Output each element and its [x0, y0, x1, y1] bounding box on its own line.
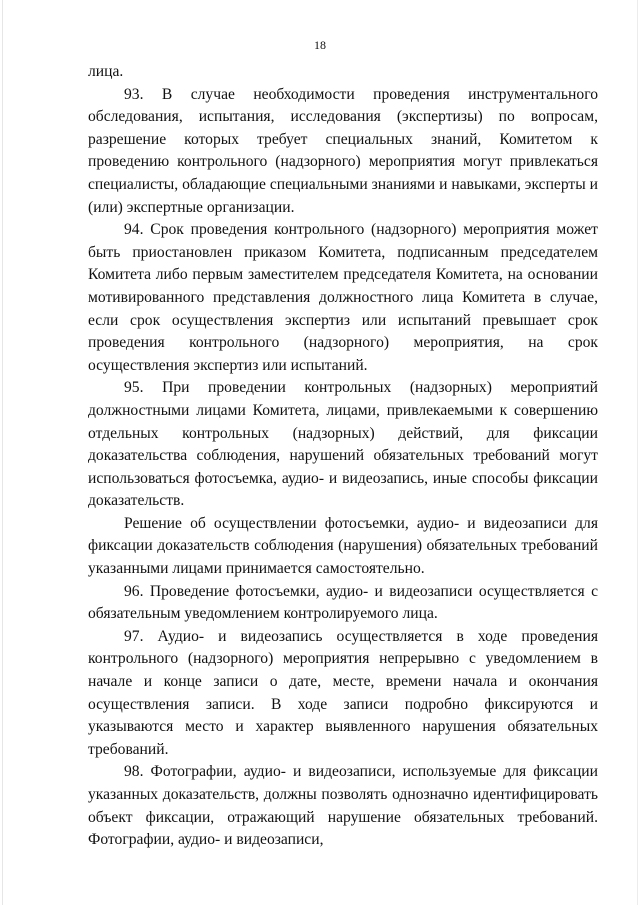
page-number: 18	[314, 38, 326, 52]
paragraph-97: 97. Аудио- и видеозапись осуществляется в ходе проведения контрольного (надзорного) мероприятия непрерывно с уведомлением в начале и конце записи о дате, месте, времени начала и окончания осуществления записи. В ходе записи подробно фиксируются и указываются место и характер выявленного нарушения обязательных требований.	[88, 627, 598, 758]
paragraph-94: 94. Срок проведения контрольного (надзорного) мероприятия может быть приостановлен приказом Комитета, подписанным председателем Комитета либо первым заместителем председателя Комитета, на основании мотивированного представления должностного лица Комитета в случае, если срок осуществления экспертиз или испытаний превышает срок проведения контрольного (надзорного) мероприятия, на срок осуществления экспертиз или испытаний.	[88, 221, 598, 374]
scan-edge-left	[2, 0, 3, 905]
paragraph-96: 96. Проведение фотосъемки, аудио- и видеозаписи осуществляется с обязательным уведомлением контролируемого лица.	[88, 582, 598, 623]
document-body	[88, 61, 598, 852]
paragraph-95-decision: Решение об осуществлении фотосъемки, аудио- и видеозаписи для фиксации доказательств соблюдения (нарушения) обязательных требований указанными лицами принимается самостоятельно.	[88, 514, 598, 578]
scan-edge-right	[637, 0, 638, 905]
paragraph-98: 98. Фотографии, аудио- и видеозаписи, используемые для фиксации указанных доказательств, должны позволять однозначно идентифицировать объект фиксации, отражающий нарушение обязательных требований. Фотографии, аудио- и видеозаписи,	[88, 763, 598, 849]
paragraph-93: 93. В случае необходимости проведения инструментального обследования, испытания, исследования (экспертизы) по вопросам, разрешение которых требует специальных знаний, Комитетом к проведению контрольного (надзорного) мероприятия могут привлекаться специалисты, обладающие специальными знаниями и навыками, эксперты и (или) экспертные организации.	[88, 85, 598, 216]
paragraph-continuation: лица.	[88, 63, 124, 80]
paragraph-95: 95. При проведении контрольных (надзорных) мероприятий должностными лицами Комитета, лицами, привлекаемыми к совершению отдельных контрольных (надзорных) действий, для фиксации доказательства соблюдения, нарушений обязательных требований могут использоваться фотосъемка, аудио- и видеозапись, иные способы фиксации доказательств.	[88, 379, 598, 510]
